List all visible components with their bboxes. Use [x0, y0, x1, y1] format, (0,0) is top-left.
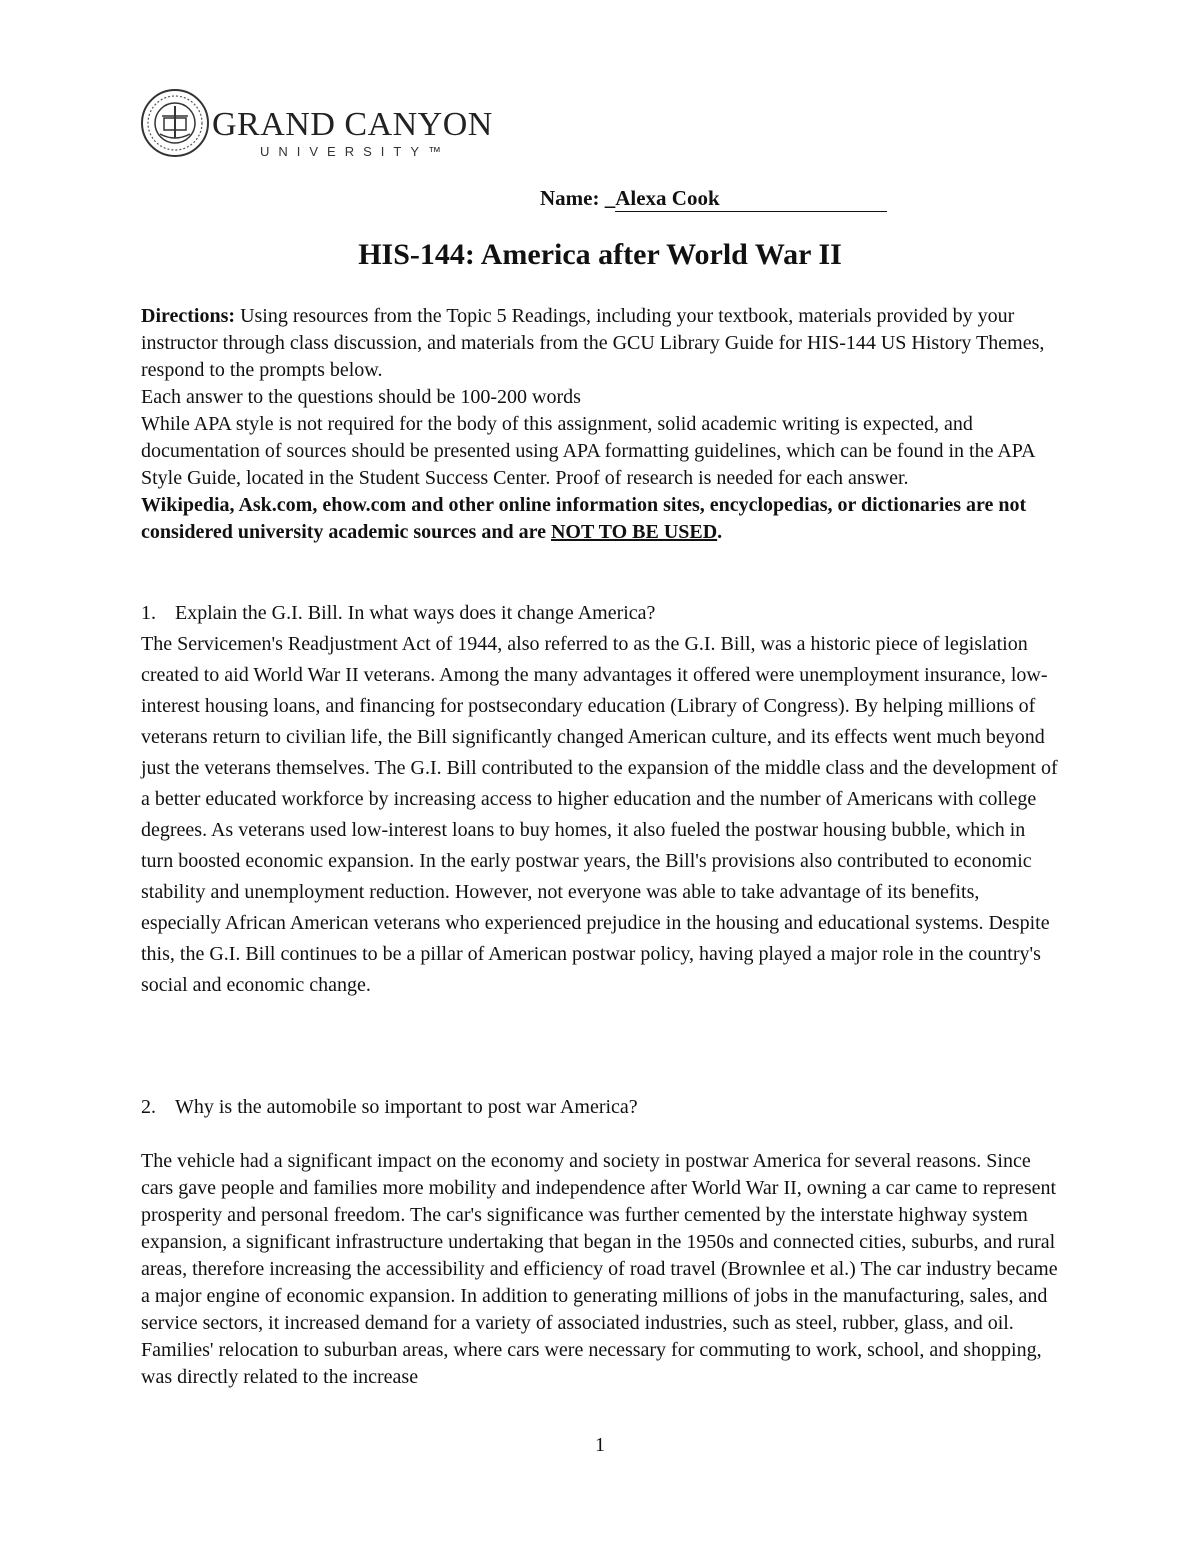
- question-2-number: 2.: [141, 1096, 156, 1118]
- sources-warning-text: Wikipedia, Ask.com, ehow.com and other online information sites, encyclopedias, or dictionaries are not considered university academic sources and are: [141, 494, 1027, 543]
- university-logo: [140, 86, 493, 166]
- question-1-text: Explain the G.I. Bill. In what ways does it change America?: [175, 602, 656, 624]
- word-count-note: Each answer to the questions should be 100-200 words: [141, 386, 581, 408]
- question-1-number: 1.: [141, 602, 156, 624]
- spacer: [141, 1121, 1061, 1148]
- directions-section: [141, 303, 1061, 546]
- sources-warning-emphasis: NOT TO BE USED: [550, 521, 718, 543]
- logo-subtext: UNIVERSITY™: [260, 144, 451, 159]
- sources-warning: [141, 492, 1061, 546]
- directions-paragraph: [141, 303, 1061, 384]
- question-1-answer: The Servicemen's Readjustment Act of 1944, also referred to as the G.I. Bill, was a historic piece of legislation created to aid World War II veterans. Among the many advantages it offered were unemployment insurance, low-interest housing loans, and financing for postsecondary education (Library of Congress). By helping millions of veterans return to civilian life, the Bill significantly changed American culture, and its effects went much beyond just the veterans themselves. The G.I. Bill contributed to the expansion of the middle class and the development of a better educated workforce by increasing access to higher education and the number of Americans with college degrees. As veterans used low-interest loans to buy homes, it also fueled the postwar housing bubble, which in turn boosted economic expansion. In the early postwar years, the Bill's provisions also contributed to economic stability and unemployment reduction. However, not everyone was able to take advantage of its benefits, especially African American veterans who experienced prejudice in the housing and educational systems. Despite this, the G.I. Bill continues to be a pillar of American postwar policy, having played a major role in the country's social and economic change.: [141, 633, 1058, 996]
- student-name-line: [540, 186, 887, 212]
- student-name-value: Alexa Cook: [615, 186, 887, 212]
- directions-text: Using resources from the Topic 5 Readings, including your textbook, materials provided by your instructor through class discussion, and materials from the GCU Library Guide for HIS-144 US History Themes, respond to the prompts below.: [141, 305, 1045, 381]
- question-2-prompt: [141, 1094, 1061, 1121]
- apa-note: While APA style is not required for the body of this assignment, solid academic writing is expected, and documentation of sources should be presented using APA formatting guidelines, which can be found in the APA Style Guide, located in the Student Success Center. Proof of research is needed for each answer.: [141, 413, 1035, 489]
- question-1-prompt: [141, 598, 1061, 629]
- question-2-answer: The vehicle had a significant impact on the economy and society in postwar America for several reasons. Since cars gave people and families more mobility and independence after World War II, owning a car came to represent prosperity and personal freedom. The car's significance was further cemented by the interstate highway system expansion, a significant infrastructure undertaking that began in the 1950s and connected cities, suburbs, and rural areas, therefore increasing the accessibility and efficiency of road travel (Brownlee et al.) The car industry became a major engine of economic expansion. In addition to generating millions of jobs in the manufacturing, sales, and service sectors, it increased demand for a variety of associated industries, such as steel, rubber, glass, and oil. Families' relocation to suburban areas, where cars were necessary for commuting to work, school, and shopping, was directly related to the increase: [141, 1150, 1058, 1388]
- name-label: Name: _: [540, 186, 616, 210]
- university-seal-icon: [140, 88, 210, 158]
- question-1: [141, 598, 1061, 1001]
- question-2: [141, 1094, 1061, 1391]
- page-number: 1: [595, 1434, 605, 1456]
- sources-warning-end: .: [717, 521, 723, 543]
- page-title: HIS-144: America after World War II: [358, 238, 842, 271]
- directions-label: Directions:: [141, 305, 236, 327]
- question-2-text: Why is the automobile so important to post war America?: [175, 1096, 638, 1118]
- logo-wordmark: GRAND CANYON: [212, 106, 493, 143]
